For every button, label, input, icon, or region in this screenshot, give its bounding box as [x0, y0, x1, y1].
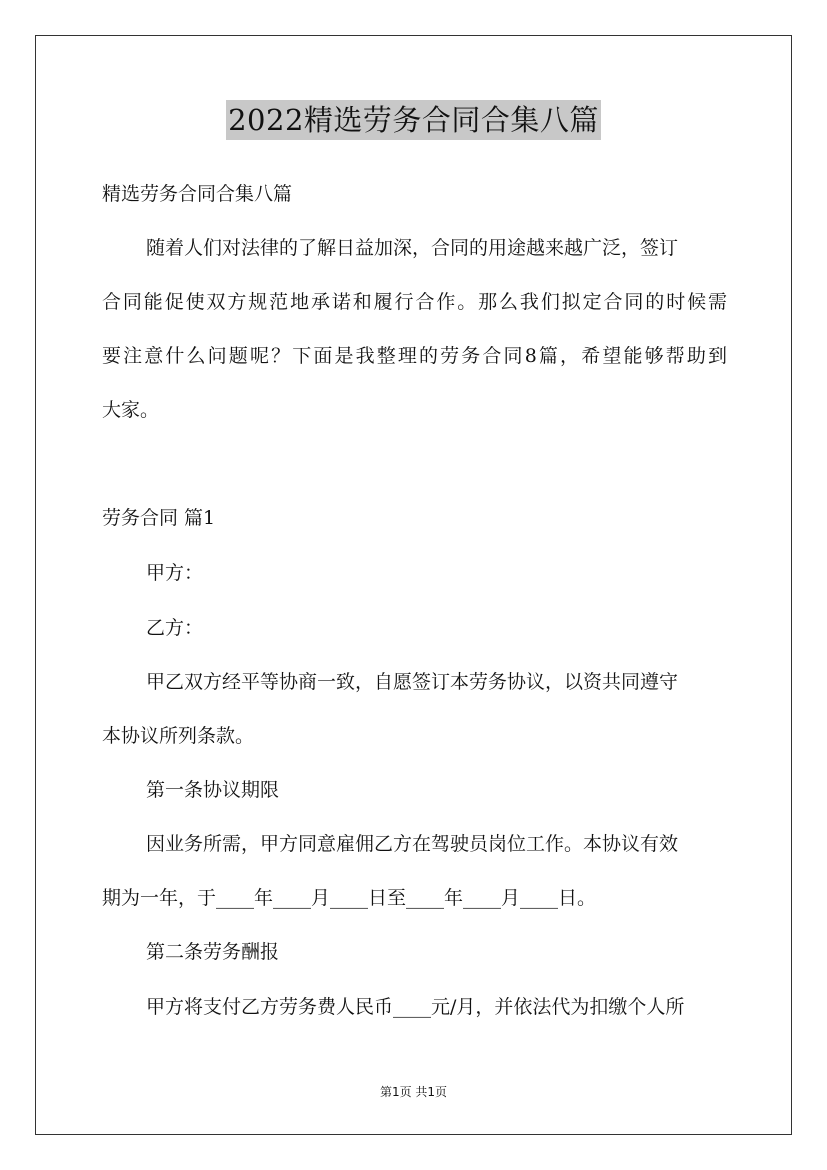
paragraph-line: 因业务所需，甲方同意雇佣乙方在驾驶员岗位工作。本协议有效 — [146, 833, 679, 855]
paragraph-line: 期为一年，于____年____月____日至____年____月____日。 — [102, 887, 597, 909]
page-number-footer: 第1页 共1页 — [379, 1085, 448, 1099]
paragraph-line: 合同能促使双方规范地承诺和履行合作。那么我们拟定合同的时候需 — [102, 291, 727, 313]
section-heading: 劳务合同 篇1 — [102, 507, 216, 529]
party-b-line: 乙方： — [146, 617, 204, 639]
clause-heading: 第一条协议期限 — [146, 779, 280, 801]
paragraph-line: 大家。 — [102, 399, 160, 421]
party-a-line: 甲方： — [146, 562, 204, 584]
title-container — [0, 100, 827, 140]
paragraph-line: 本协议所列条款。 — [102, 725, 255, 747]
paragraph-line: 甲方将支付乙方劳务费人民币____元/月，并依法代为扣缴个人所 — [146, 996, 685, 1018]
paragraph-line: 随着人们对法律的了解日益加深，合同的用途越来越广泛，签订 — [146, 237, 679, 259]
paragraph-line: 甲乙双方经平等协商一致，自愿签订本劳务协议，以资共同遵守 — [146, 671, 679, 693]
clause-heading: 第二条劳务酬报 — [146, 941, 280, 963]
paragraph-line: 要注意什么问题呢？下面是我整理的劳务合同8篇，希望能够帮助到 — [102, 345, 727, 367]
subtitle: 精选劳务合同合集八篇 — [102, 183, 293, 205]
document-title: 2022精选劳务合同合集八篇 — [226, 100, 601, 140]
